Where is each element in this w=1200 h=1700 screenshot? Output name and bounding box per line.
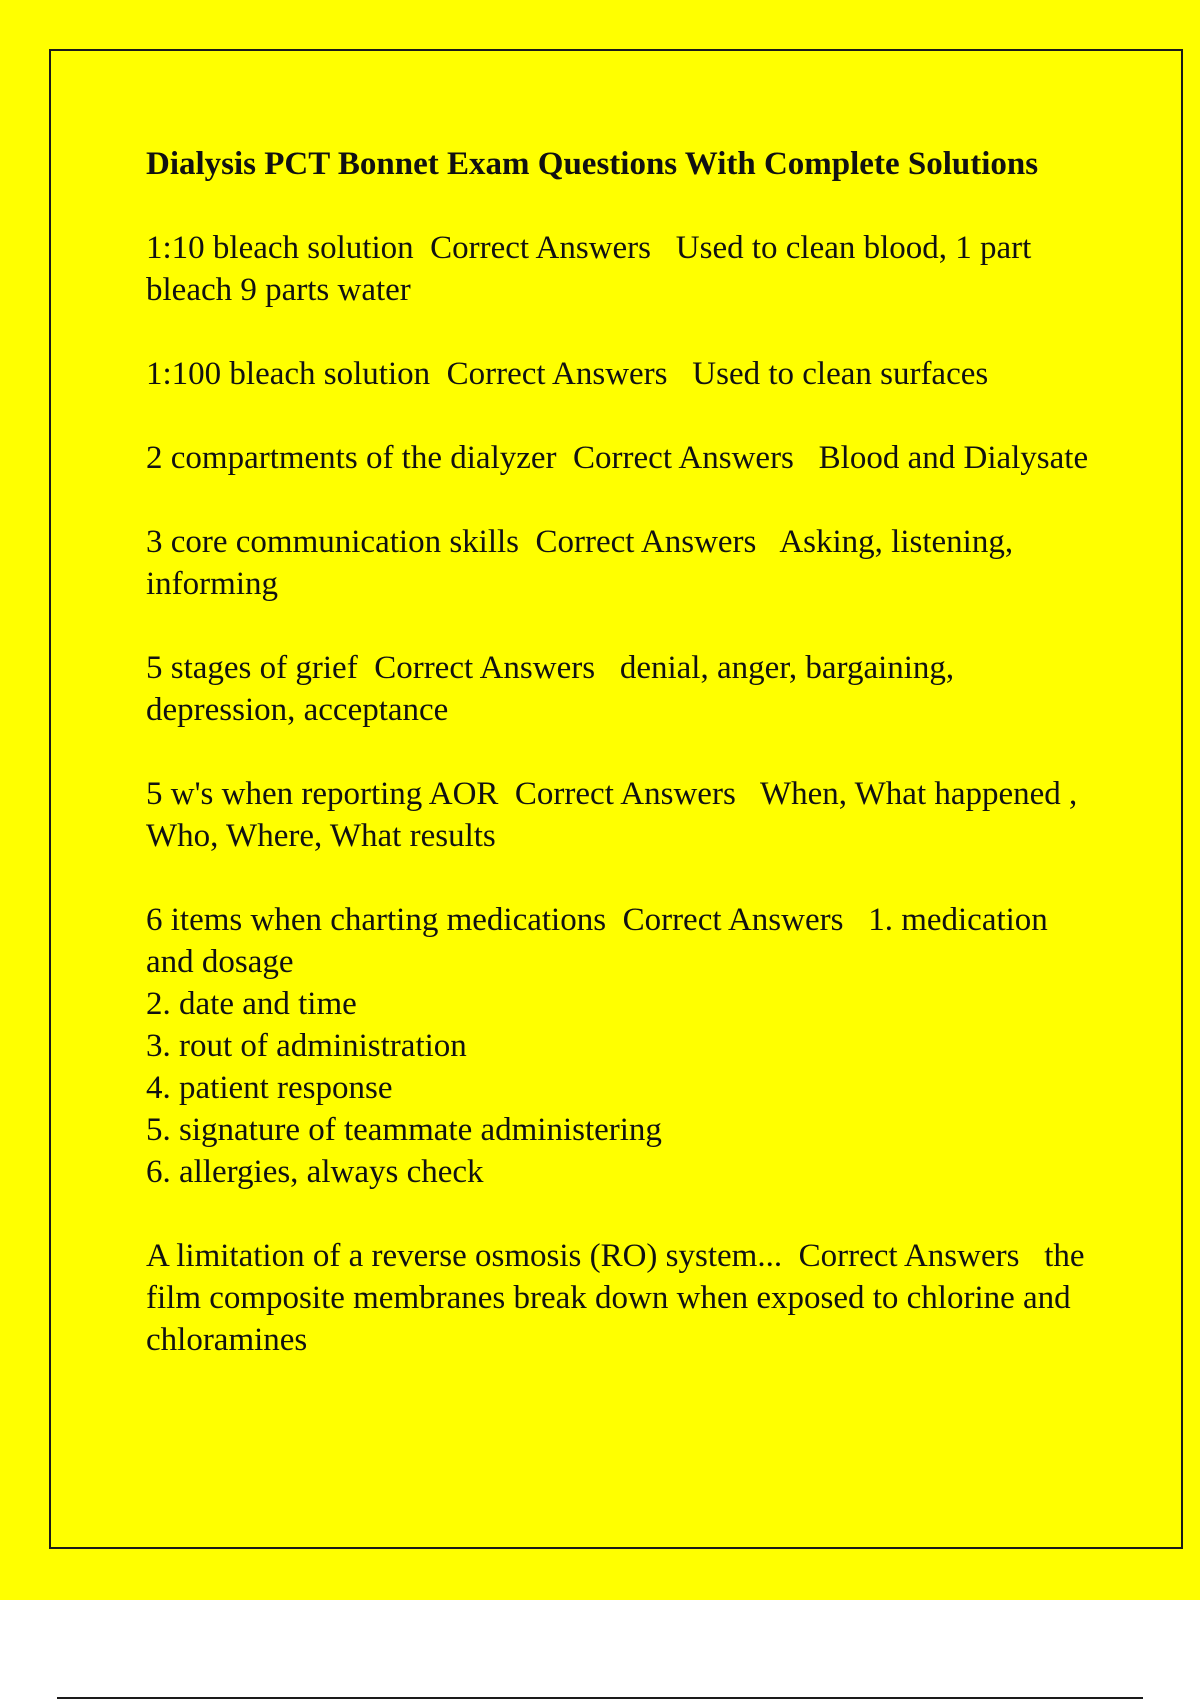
question-text: 3 core communication skills xyxy=(146,524,520,560)
list-item: 5. signature of teammate administering xyxy=(146,1112,662,1148)
question-text: 5 w's when reporting AOR xyxy=(146,776,499,812)
question-text: 5 stages of grief xyxy=(146,650,358,686)
document-content xyxy=(146,143,1096,1403)
list-item: 6. allergies, always check xyxy=(146,1154,484,1190)
answer-label: Correct Answers xyxy=(798,1238,1020,1274)
qa-entry xyxy=(146,647,1096,731)
answer-label: Correct Answers xyxy=(514,776,736,812)
answer-text: denial, anger, bargaining, depression, acceptance xyxy=(146,650,955,728)
question-text: 1:100 bleach solution xyxy=(146,356,431,392)
list-item: 3. rout of administration xyxy=(146,1028,467,1064)
qa-entry xyxy=(146,1235,1096,1361)
document-title: Dialysis PCT Bonnet Exam Questions With Complete Solutions xyxy=(146,146,1039,182)
question-text: 6 items when charting medications xyxy=(146,902,607,938)
answer-text: Used to clean surfaces xyxy=(692,356,989,392)
question-text: A limitation of a reverse osmosis (RO) system... xyxy=(146,1238,783,1274)
qa-entry xyxy=(146,353,1096,395)
question-text: 2 compartments of the dialyzer xyxy=(146,440,557,476)
list-item: 2. date and time xyxy=(146,986,357,1022)
answer-label: Correct Answers xyxy=(446,356,668,392)
answer-text: the film composite membranes break down when exposed to chlorine and chloramines xyxy=(146,1238,1085,1358)
answer-text: Used to clean blood, 1 part bleach 9 parts water xyxy=(146,230,1032,308)
qa-entry xyxy=(146,773,1096,857)
answer-label: Correct Answers xyxy=(535,524,757,560)
answer-label: Correct Answers xyxy=(374,650,596,686)
answer-label: Correct Answers xyxy=(430,230,652,266)
footer-divider xyxy=(57,1697,1143,1699)
qa-entry xyxy=(146,227,1096,311)
answer-text: Blood and Dialysate xyxy=(818,440,1089,476)
qa-entry xyxy=(146,521,1096,605)
answer-text: 1. medication and dosage xyxy=(146,902,1048,980)
answer-label: Correct Answers xyxy=(573,440,794,476)
qa-entry xyxy=(146,437,1096,479)
answer-label: Correct Answers xyxy=(622,902,844,938)
list-item: 4. patient response xyxy=(146,1070,393,1106)
answer-text: When, What happened , Who, Where, What results xyxy=(146,776,1078,854)
question-text: 1:10 bleach solution xyxy=(146,230,414,266)
qa-entry xyxy=(146,899,1096,1193)
answer-text: Asking, listening, informing xyxy=(146,524,1014,602)
